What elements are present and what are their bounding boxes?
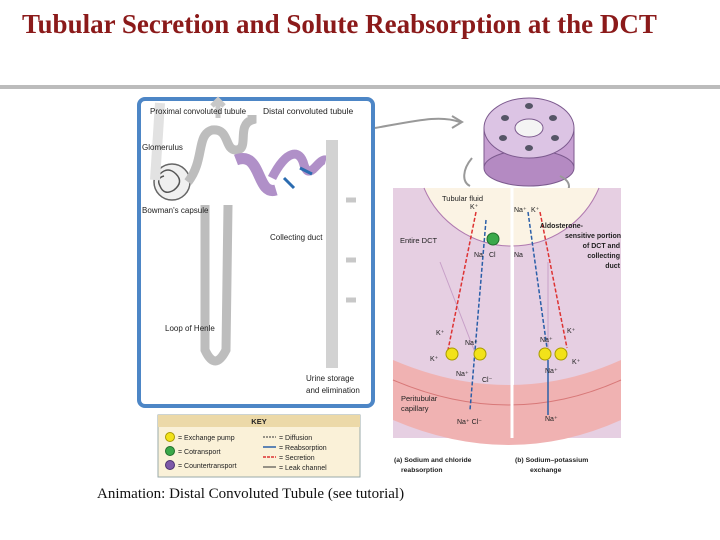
label-distal: Distal convoluted tubule [263, 106, 354, 116]
ion-k-left-a: K⁺ [430, 356, 439, 363]
aldo-line-5: duct [605, 263, 620, 270]
tubule-cross-section [464, 98, 574, 198]
panel-b-caption-2: exchange [530, 467, 562, 474]
ion-k-low-a: K⁺ [436, 330, 445, 337]
label-entire-dct: Entire DCT [400, 236, 438, 245]
aldo-line-4: collecting [587, 253, 620, 260]
key-title: KEY [251, 417, 267, 426]
key-cotransport-icon [166, 447, 175, 456]
aldo-line-1: Aldosterone- [539, 223, 583, 230]
exchange-pump-icon-4 [555, 348, 567, 360]
key-secretion-label: = Secretion [279, 455, 315, 462]
label-collecting: Collecting duct [270, 233, 323, 242]
panel-b-caption-1: (b) Sodium–potassium [515, 457, 589, 464]
key-leak-channel-label: = Leak channel [279, 465, 327, 472]
tubule-lumen-shape [515, 119, 543, 137]
key-exchange-pump-icon [166, 433, 175, 442]
ion-na-under-b: Na⁺ [545, 368, 558, 375]
panel-a-connector [464, 158, 472, 186]
ion-na-top-b: Na⁺ [514, 207, 527, 214]
ion-cl-under-a: Cl⁻ [482, 377, 493, 384]
key-countertransport-label: = Countertransport [178, 463, 237, 470]
key-reabsorption-label: = Reabsorption [279, 445, 327, 452]
ion-nacl-bottom-a: Na⁺ Cl⁻ [457, 419, 482, 426]
key-diffusion-label: = Diffusion [279, 435, 313, 442]
aldo-line-3: of DCT and [582, 243, 620, 250]
label-peritubular-1: Peritubular [401, 394, 438, 403]
ion-k-top-b: K⁺ [531, 207, 540, 214]
key-legend [158, 415, 360, 477]
label-urine-2: and elimination [306, 386, 360, 395]
label-peritubular-2: capillary [401, 404, 429, 413]
ion-na-bottom-b: Na⁺ [545, 416, 558, 423]
key-cotransport-label: = Cotransport [178, 449, 221, 456]
label-loop: Loop of Henle [165, 324, 215, 333]
ion-k-top-a: K⁺ [470, 204, 479, 211]
nephron-diagram [139, 99, 373, 406]
panel-a-caption-2: reabsorption [401, 467, 443, 474]
label-tubular-fluid: Tubular fluid [442, 194, 483, 203]
zoom-connector [375, 119, 460, 128]
cellular-panels [393, 188, 621, 474]
ion-na-mid-a: Na [474, 252, 483, 259]
ion-na-low-b: Na⁺ [540, 337, 553, 344]
label-bowmans: Bowman's capsule [142, 206, 209, 215]
ion-k-low-b: K⁺ [567, 328, 576, 335]
ion-cl-mid-a: Cl [489, 252, 496, 259]
exchange-pump-icon [446, 348, 458, 360]
ion-na-low-a: Na⁺ [465, 340, 478, 347]
panel-a-caption-1: (a) Sodium and chloride [394, 457, 472, 464]
ion-na-mid-b: Na [514, 252, 523, 259]
slide-title: Tubular Secretion and Solute Reabsorption at the DCT [22, 9, 657, 39]
aldo-line-2: sensitive portion [564, 233, 621, 240]
label-glomerulus: Glomerulus [142, 143, 183, 152]
exchange-pump-icon-3 [539, 348, 551, 360]
exchange-pump-icon-2 [474, 348, 486, 360]
cotransport-icon [487, 233, 499, 245]
ion-na-under-a: Na⁺ [456, 371, 469, 378]
label-urine-1: Urine storage [306, 374, 355, 383]
key-countertransport-icon [166, 461, 175, 470]
label-proximal: Proximal convoluted tubule [150, 107, 247, 116]
ion-k-right-b: K⁺ [572, 359, 581, 366]
key-exchange-pump-label: = Exchange pump [178, 435, 235, 442]
slide-caption: Animation: Distal Convoluted Tubule (see tutorial) [97, 486, 405, 502]
